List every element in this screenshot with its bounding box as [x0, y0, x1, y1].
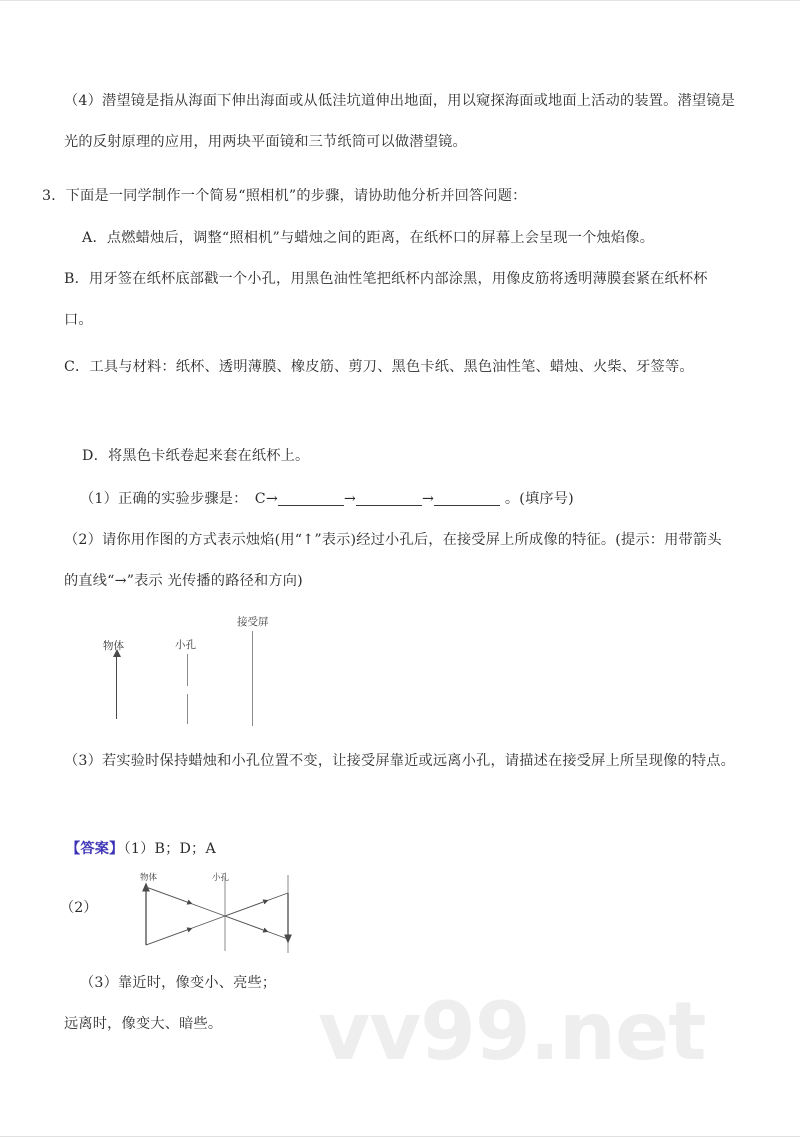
- sub-question-1-suffix: 。(填序号): [504, 491, 574, 507]
- paragraph-4: （4）潜望镜是指从海面下伸出海面或从低洼坑道伸出地面，用以窥探海面或地面上活动的装置。潜望镜是光的反射原理的应用，用两块平面镜和三节纸筒可以做潜望镜。: [64, 93, 736, 150]
- figure1-screen-line: [252, 631, 253, 726]
- figure2-label-object: 物体: [140, 873, 158, 883]
- answer-label: 【答案】: [66, 841, 124, 857]
- blank-arrow-2: →: [422, 491, 435, 507]
- sub-question-1: [80, 479, 574, 520]
- figure2-item-number: （2）: [60, 900, 98, 916]
- answer-blank-2[interactable]: [356, 505, 422, 506]
- answer-line-3: （3）靠近时，像变小、亮些；: [80, 975, 277, 991]
- figure1-pinhole-line-lower: [187, 694, 188, 724]
- answer-blank-1[interactable]: [278, 505, 344, 506]
- figure-pinhole-setup: [85, 606, 315, 726]
- page-canvas: [0, 1, 800, 1137]
- figure1-label-pinhole: 小孔: [175, 639, 196, 651]
- answer-line-4: 远离时，像变大、暗些。: [64, 1016, 223, 1032]
- figure1-label-object: 物体: [103, 640, 124, 652]
- figure2-rays-svg: [60, 863, 310, 955]
- figure2-label-pinhole: 小孔: [212, 873, 230, 883]
- blank-arrow-1: →: [343, 491, 357, 507]
- option-a: A．点燃蜡烛后，调整“照相机”与蜡烛之间的距离，在纸杯口的屏幕上会呈现一个烛焰像。: [82, 230, 655, 246]
- figure-ray-diagram: [60, 863, 310, 955]
- figure1-label-screen: 接受屏: [237, 616, 269, 628]
- option-d: D．将黑色卡纸卷起来套在纸杯上。: [82, 448, 310, 464]
- watermark-text: vv99.net: [318, 985, 706, 1078]
- answer-blank-3[interactable]: [434, 505, 500, 506]
- answer-1-text: （1）B；D；A: [123, 841, 216, 857]
- sub-question-2: （2）请你用作图的方式表示烛焰(用“↑”表示)经过小孔后，在接受屏上所成像的特征。(提示：用带箭头的直线“→”表示 光传播的路径和方向): [64, 532, 722, 589]
- figure1-object-arrow: [116, 656, 117, 719]
- option-c: C．工具与材料：纸杯、透明薄膜、橡皮筋、剪刀、黑色卡纸、黑色油性笔、蜡烛、火柴、牙签等。: [64, 359, 694, 375]
- sub-question-1-prefix: （1）正确的实验步骤是： C→: [80, 491, 278, 507]
- option-b: B．用牙签在纸杯底部戳一个小孔，用黑色油性笔把纸杯内部涂黑，用像皮筋将透明薄膜套紧在纸杯杯口。: [64, 271, 708, 328]
- figure1-pinhole-line-upper: [187, 654, 188, 686]
- question-3-stem: 3．下面是一同学制作一个简易“照相机”的步骤，请协助他分析并回答问题：: [42, 188, 527, 204]
- sub-question-3: （3）若实验时保持蜡烛和小孔位置不变，让接受屏靠近或远离小孔，请描述在接受屏上所呈现像的特点。: [64, 753, 736, 769]
